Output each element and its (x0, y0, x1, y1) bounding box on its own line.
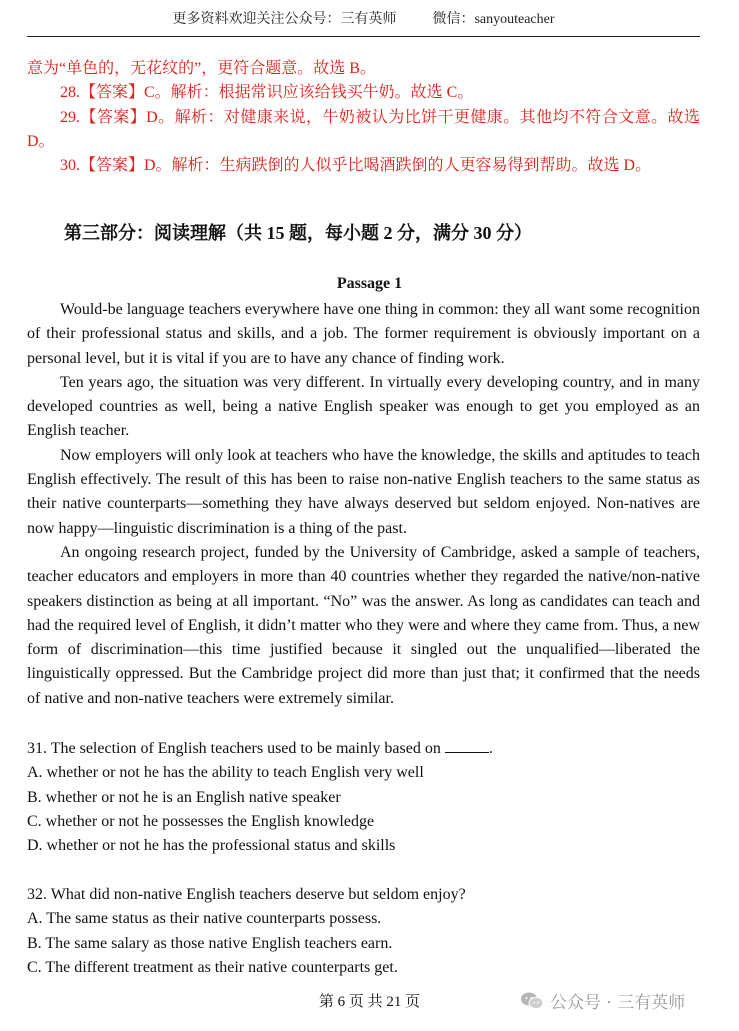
answer-explanations (27, 57, 700, 178)
option-32-c: C. The different treatment as their native counterparts get. (27, 958, 398, 976)
option-31-a: A. whether or not he has the ability to teach English very well (27, 764, 424, 782)
question-31-stem: 31. The selection of English teachers used to be mainly based on . (27, 740, 493, 757)
passage-paragraph-1: Would-be language teachers everywhere have one thing in common: they all want some recognition of their professional status and skills, and a job. The former requirement is obviously important on a personal level, but it is vital if you are to have any chance of finding work. (27, 301, 700, 367)
option-31-c: C. whether or not he possesses the English knowledge (27, 812, 375, 830)
passage-body (27, 298, 700, 711)
passage-paragraph-4: An ongoing research project, funded by the University of Cambridge, asked a sample of teachers, teacher educators and employers in more than 40 countries whether they regarded the native/non-native speakers distinction as being at all important. “No” was the answer. As long as candidates can teach and had the required level of English, it didn’t matter who they were and where they came from. Thus, a new form of discrimination—this time justified because it singled out the unqualified—liberated the linguistically oppressed. But the Cambridge project did more than just that; it confirmed that the needs of native and non-native teachers were extremely similar. (27, 543, 700, 707)
watermark-text: 公众号 · 三有英师 (550, 993, 686, 1013)
answer-line-27-continued: 意为“单色的，无花纹的”，更符合题意。故选 B。 (27, 60, 376, 77)
answer-28: 28.【答案】C。解析：根据常识应该给钱买牛奶。故选 C。 (60, 84, 474, 102)
option-31-d: D. whether or not he has the professional status and skills (27, 837, 396, 855)
answer-30: 30.【答案】D。解析：生病跌倒的人似乎比喝酒跌倒的人更容易得到帮助。故选 D。 (60, 157, 652, 175)
answer-29: 29.【答案】D。解析：对健康来说，牛奶被认为比饼干更健康。其他均不符合文意。故选 D。 (27, 108, 700, 150)
wechat-icon (520, 991, 544, 1011)
option-31-b: B. whether or not he is an English native speaker (27, 788, 341, 806)
question-32-stem: 32. What did non-native English teachers deserve but seldom enjoy? (27, 886, 466, 903)
passage-title: Passage 1 (336, 275, 403, 292)
option-32-a: A. The same status as their native counterparts possess. (27, 910, 382, 928)
page-header (27, 8, 700, 37)
answer-blank (445, 738, 489, 753)
passage-paragraph-3: Now employers will only look at teachers who have the knowledge, the skills and aptitudes to teach English effectively. The result of this has been to raise non-native English teachers to the same status as their native counterparts—something they have always deserved but seldom enjoyed. Non-natives are now happy—linguistic discrimination is a thing of the past. (27, 446, 700, 537)
passage-paragraph-2: Ten years ago, the situation was very different. In virtually every developing country, and in many developed countries as well, being a native English speaker was enough to get you employed as an English teacher. (27, 373, 700, 440)
option-32-b: B. The same salary as those native English teachers earn. (27, 934, 393, 952)
header-promo: 更多资料欢迎关注公众号：三有英师 (172, 12, 397, 27)
watermark (520, 988, 685, 1013)
page-number: 第 6 页 共 21 页 (318, 994, 421, 1010)
question-32 (27, 883, 700, 980)
question-31 (27, 737, 700, 858)
header-wechat: 微信：sanyouteacher (432, 12, 555, 27)
section-title: 第三部分：阅读理解（共 15 题，每小题 2 分，满分 30 分） (64, 223, 532, 243)
